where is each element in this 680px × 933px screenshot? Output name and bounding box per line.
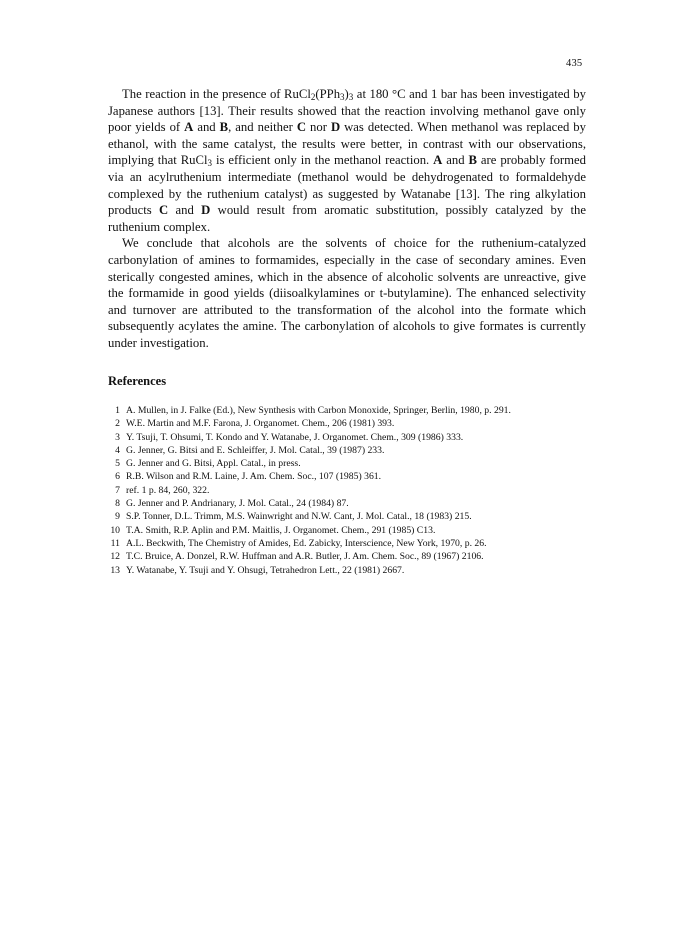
reference-text: T.C. Bruice, A. Donzel, R.W. Huffman and A.R. Butler, J. Am. Chem. Soc., 89 (1967) 2106. xyxy=(126,551,484,563)
reference-item xyxy=(108,457,608,470)
reference-text: Y. Tsuji, T. Ohsumi, T. Kondo and Y. Watanabe, J. Organomet. Chem., 309 (1986) 333. xyxy=(126,431,464,443)
reference-number: 10 xyxy=(110,524,120,536)
reference-number: 1 xyxy=(115,405,120,416)
reference-number: 2 xyxy=(115,418,120,430)
references-list xyxy=(108,404,608,577)
reference-item xyxy=(108,417,608,430)
reference-number: 9 xyxy=(115,511,120,523)
reference-text: G. Jenner and P. Andrianary, J. Mol. Catal., 24 (1984) 87. xyxy=(126,498,349,510)
reference-text: Y. Watanabe, Y. Tsuji and Y. Ohsugi, Tetrahedron Lett., 22 (1981) 2667. xyxy=(126,564,405,576)
reference-item xyxy=(108,510,608,523)
reference-item xyxy=(108,470,608,483)
reference-text: A.L. Beckwith, The Chemistry of Amides, Ed. Zabicky, Interscience, New York, 1970, p. 26. xyxy=(126,537,487,549)
paragraph: The reaction in the presence of $RuCl_2(PPh_3)_3$ at 180 °C and 1 bar has been investigated by Japanese authors [13]. Their results showed that the reaction involving methanol gave only poor yields of A and B, and neither C nor D was detected. When methanol was replaced by ethanol, with the same catalyst, the results were better, in contrast with our observations, implying that RuCl$_3$ is efficient only in the methanol reaction. A and B are probably formed via an acylruthenium intermediate (methanol would be dehydrogenated to formaldehyde complexed by the ruthenium catalyst) as suggested by Watanabe [13]. The ring alkylation products C and D would result from aromatic substitution, possibly catalyzed by the ruthenium complex. xyxy=(108,87,586,234)
reference-number: 3 xyxy=(115,431,120,443)
reference-item xyxy=(108,444,608,457)
reference-number: 13 xyxy=(110,564,120,576)
reference-number: 12 xyxy=(110,551,120,563)
reference-number: 8 xyxy=(115,498,120,510)
reference-item xyxy=(108,524,608,537)
reference-text: W.E. Martin and M.F. Farona, J. Organomet. Chem., 206 (1981) 393. xyxy=(126,418,395,430)
reference-text: ref. 1 p. 84, 260, 322. xyxy=(126,484,210,496)
references-heading: References xyxy=(108,374,167,388)
reference-item xyxy=(108,404,608,417)
reference-number: 4 xyxy=(115,444,120,456)
reference-text: T.A. Smith, R.P. Aplin and P.M. Maitlis, J. Organomet. Chem., 291 (1985) C13. xyxy=(126,524,436,536)
reference-item xyxy=(108,564,608,577)
reference-text: A. Mullen, in J. Falke (Ed.), New Synthesis with Carbon Monoxide, Springer, Berlin, 1980, p. 291. xyxy=(126,405,511,416)
paragraph: We conclude that alcohols are the solvents of choice for the ruthenium-catalyzed carbonylation of amines to formamides, especially in the case of secondary amines. Even sterically congested amines, which in the absence of alcoholic solvents are unreactive, give the formamide in good yields (diisoalkylamines or t-butylamine). The enhanced selectivity and turnover are attributed to the transformation of the alcohol into the formate which subsequently acylates the amine. The carbonylation of alcohols to give formates is currently under investigation. xyxy=(108,236,586,350)
page-number: 435 xyxy=(566,58,583,69)
reference-item xyxy=(108,431,608,444)
reference-text: R.B. Wilson and R.M. Laine, J. Am. Chem. Soc., 107 (1985) 361. xyxy=(126,471,382,483)
reference-number: 11 xyxy=(110,537,120,549)
reference-number: 6 xyxy=(115,471,120,483)
reference-number: 5 xyxy=(115,458,120,470)
body-text xyxy=(108,86,586,352)
reference-text: G. Jenner and G. Bitsi, Appl. Catal., in press. xyxy=(126,458,301,470)
reference-text: S.P. Tonner, D.L. Trimm, M.S. Wainwright and N.W. Cant, J. Mol. Catal., 18 (1983) 215. xyxy=(126,511,472,523)
reference-text: G. Jenner, G. Bitsi and E. Schleiffer, J. Mol. Catal., 39 (1987) 233. xyxy=(126,444,385,456)
reference-item xyxy=(108,550,608,563)
reference-item xyxy=(108,537,608,550)
reference-item xyxy=(108,484,608,497)
reference-item xyxy=(108,497,608,510)
reference-number: 7 xyxy=(115,484,120,496)
